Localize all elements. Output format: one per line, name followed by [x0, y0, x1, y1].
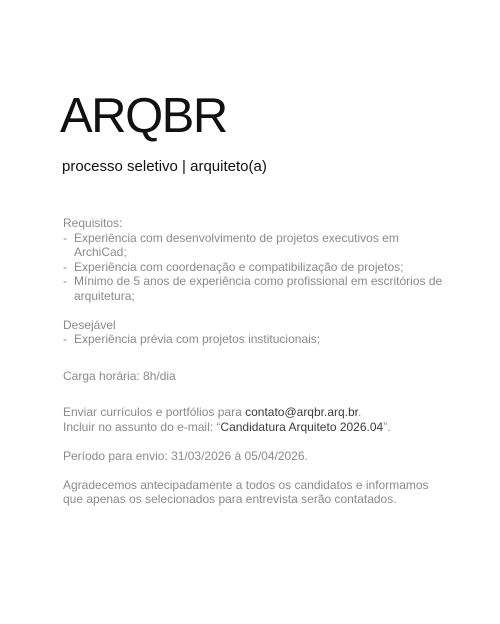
- list-item: - Experiência prévia com projetos institucionais;: [63, 332, 443, 347]
- email-subject: Candidatura Arquiteto 2026.04: [220, 419, 384, 434]
- list-item: - Experiência com desenvolvimento de projetos executivos em ArchiCad;: [63, 231, 443, 260]
- carga-horaria: Carga horária: 8h/dia: [63, 368, 176, 383]
- periodo-envio: Período para envio: 31/03/2026 à 05/04/2026.: [63, 448, 308, 463]
- brand-logo: ARQBR: [60, 89, 227, 143]
- list-item: - Experiência com coordenação e compatibilização de projetos;: [63, 260, 443, 275]
- assunto-prefix: Incluir no assunto do e-mail: “: [63, 419, 221, 434]
- desejavel-section: [63, 318, 443, 347]
- desejavel-title: Desejável: [63, 317, 116, 332]
- envio-line-2: [63, 420, 443, 435]
- page-subtitle: processo seletivo | arquiteto(a): [62, 158, 267, 175]
- envio-section: [63, 405, 443, 434]
- requisitos-title: Requisitos:: [63, 216, 123, 230]
- list-item: - Mínimo de 5 anos de experiência como profissional em escritórios de arquitetura;: [63, 274, 443, 303]
- envio-suffix: .: [358, 405, 362, 419]
- agradecimento-text: Agradecemos antecipadamente a todos os candidatos e informamos que apenas os selecionados para entrevista serão contatados.: [63, 477, 429, 506]
- posting-content: [63, 216, 443, 507]
- assunto-suffix: ”.: [383, 419, 391, 434]
- envio-prefix: Enviar currículos e portfólios para: [63, 405, 246, 419]
- desejavel-list: [63, 332, 443, 347]
- requisitos-section: [63, 216, 443, 303]
- contact-email-link[interactable]: contato@arqbr.arq.br: [245, 405, 359, 419]
- requisitos-list: [63, 231, 443, 304]
- envio-line-1: [63, 405, 443, 420]
